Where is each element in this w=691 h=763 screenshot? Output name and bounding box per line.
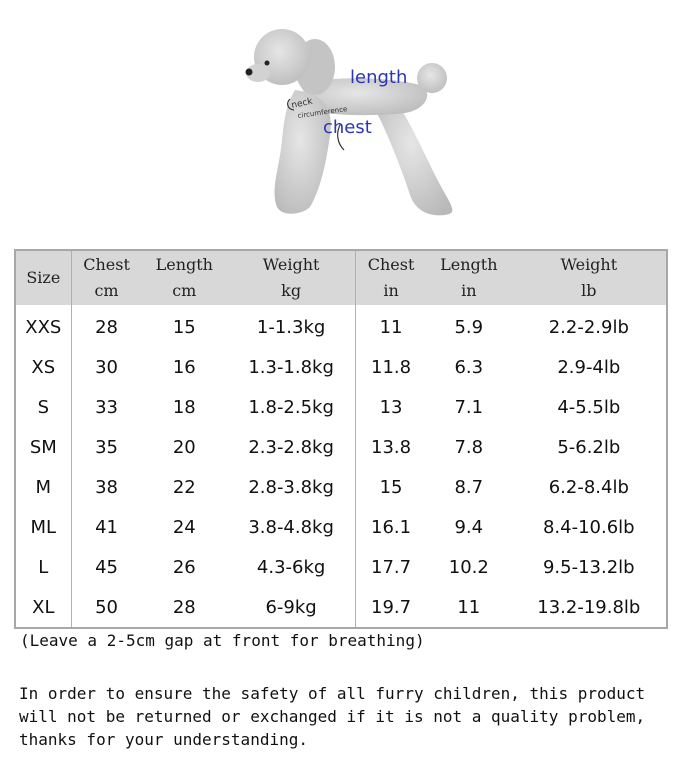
cell-size: XL: [15, 587, 71, 628]
cell-length-cm: 24: [172, 516, 196, 538]
cell-length-in: 5.9: [454, 316, 484, 338]
cell-chest-cm: 38: [95, 476, 118, 498]
cell-weight-kg: 1.8-2.5kg: [227, 387, 356, 427]
dog-measurement-diagram: [220, 15, 520, 220]
table-header-row: [15, 250, 667, 305]
cell-weight-lb: 4-5.5lb: [557, 396, 621, 418]
cell-length-in: 11: [457, 596, 481, 618]
cell-length-cm: 28: [172, 596, 196, 618]
table-row: [15, 547, 667, 587]
cell-length-cm: 22: [172, 476, 196, 498]
cell-size: L: [15, 547, 71, 587]
cell-chest-cm: 35: [95, 436, 118, 458]
cell-chest-cm: 45: [95, 556, 118, 578]
cell-length-cm: 18: [172, 396, 196, 418]
cell-size: XXS: [15, 305, 71, 347]
cell-length-cm: 16: [172, 356, 196, 378]
return-policy-text: [19, 682, 645, 751]
header-chest-in: Chest in: [356, 250, 426, 305]
cell-weight-kg: 1.3-1.8kg: [227, 347, 356, 387]
cell-weight-kg: 2.8-3.8kg: [227, 467, 356, 507]
header-length-in: Length in: [426, 250, 512, 305]
cell-chest-in: 11: [379, 316, 403, 338]
chest-label: chest: [323, 117, 372, 138]
cell-weight-lb: 5-6.2lb: [557, 436, 621, 458]
size-chart-table: [14, 249, 668, 629]
policy-line: In order to ensure the safety of all furry children, this product: [19, 684, 646, 703]
cell-chest-in: 15: [379, 476, 403, 498]
breathing-gap-note: (Leave a 2-5cm gap at front for breathing): [20, 631, 425, 650]
cell-weight-lb: 6.2-8.4lb: [548, 476, 629, 498]
cell-chest-in: 19.7: [371, 596, 412, 618]
cell-chest-cm: 30: [95, 356, 118, 378]
neck-label: neck: [290, 96, 314, 111]
cell-size: S: [15, 387, 71, 427]
header-chest-cm: Chest cm: [71, 250, 141, 305]
table-row: [15, 347, 667, 387]
cell-weight-lb: 2.2-2.9lb: [548, 316, 629, 338]
cell-length-cm: 20: [172, 436, 196, 458]
cell-chest-cm: 41: [95, 516, 118, 538]
cell-weight-kg: 1-1.3kg: [227, 305, 356, 347]
cell-chest-cm: 28: [95, 316, 118, 338]
header-weight-lb: Weight lb: [512, 250, 667, 305]
table-row: [15, 587, 667, 628]
table-row: [15, 305, 667, 347]
header-size: Size: [15, 250, 71, 305]
cell-weight-lb: 9.5-13.2lb: [542, 556, 635, 578]
dog-tail: [417, 63, 447, 93]
cell-chest-in: 16.1: [371, 516, 412, 538]
cell-chest-in: 13: [379, 396, 403, 418]
table-row: [15, 507, 667, 547]
cell-size: ML: [15, 507, 71, 547]
cell-weight-kg: 3.8-4.8kg: [227, 507, 356, 547]
cell-length-in: 7.1: [454, 396, 484, 418]
length-label: length: [350, 67, 408, 88]
cell-chest-cm: 33: [95, 396, 118, 418]
cell-chest-in: 17.7: [371, 556, 412, 578]
circumference-label: circumference: [297, 105, 348, 120]
policy-line: thanks for your understanding.: [19, 730, 308, 749]
cell-length-in: 7.8: [454, 436, 484, 458]
cell-weight-lb: 8.4-10.6lb: [542, 516, 635, 538]
cell-length-in: 10.2: [448, 556, 489, 578]
cell-length-in: 6.3: [454, 356, 484, 378]
cell-size: M: [15, 467, 71, 507]
cell-weight-lb: 2.9-4lb: [557, 356, 621, 378]
dog-nose: [246, 69, 253, 76]
table-row: [15, 427, 667, 467]
dog-eye: [265, 61, 270, 66]
cell-weight-kg: 2.3-2.8kg: [227, 427, 356, 467]
cell-length-in: 9.4: [454, 516, 484, 538]
header-length-cm: Length cm: [141, 250, 227, 305]
header-weight-kg: Weight kg: [227, 250, 356, 305]
cell-size: SM: [15, 427, 71, 467]
cell-chest-in: 11.8: [371, 356, 412, 378]
cell-weight-kg: 4.3-6kg: [227, 547, 356, 587]
cell-size: XS: [15, 347, 71, 387]
cell-chest-in: 13.8: [371, 436, 412, 458]
poodle-illustration: [220, 15, 520, 220]
table-row: [15, 467, 667, 507]
cell-length-cm: 26: [172, 556, 196, 578]
cell-weight-kg: 6-9kg: [227, 587, 356, 628]
table-row: [15, 387, 667, 427]
cell-length-in: 8.7: [454, 476, 484, 498]
policy-line: will not be returned or exchanged if it is not a quality problem,: [19, 707, 646, 726]
cell-length-cm: 15: [172, 316, 196, 338]
cell-weight-lb: 13.2-19.8lb: [537, 596, 641, 618]
cell-chest-cm: 50: [95, 596, 118, 618]
